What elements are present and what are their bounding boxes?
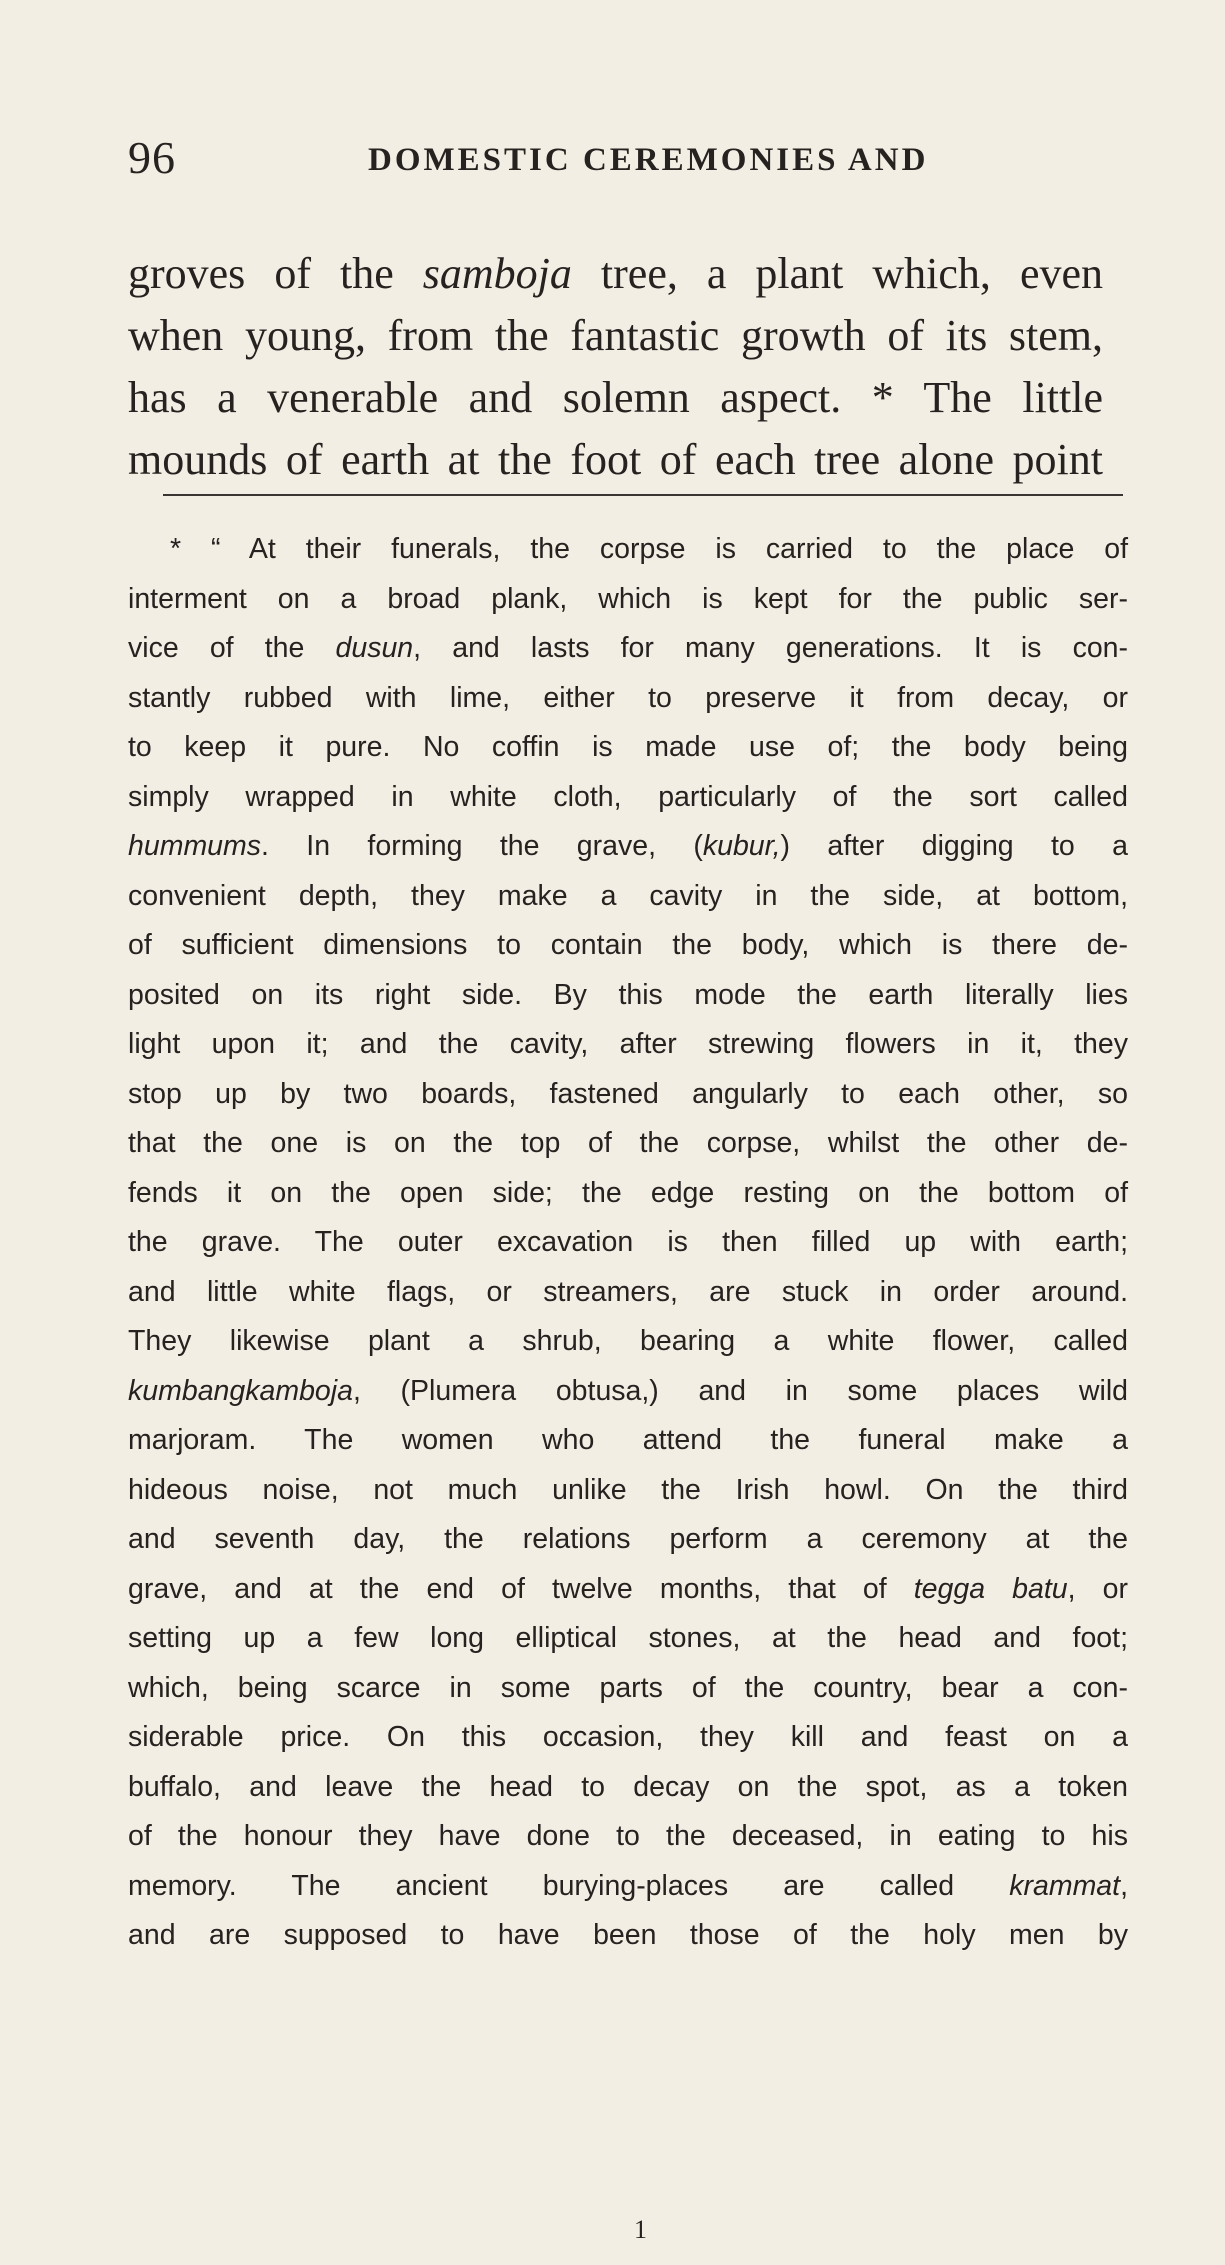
footnote-line <box>128 575 1128 625</box>
page-number: 96 <box>128 132 176 183</box>
italic-term: krammat <box>1009 1869 1121 1902</box>
text-run: and are supposed to have been those of the holy men by <box>128 1919 1128 1951</box>
italic-term: dusun <box>335 632 414 664</box>
text-run: light upon it; and the cavity, after strewing flowers in it, they <box>128 1028 1128 1060</box>
footnote-line <box>128 1268 1128 1318</box>
text-run: posited on its right side. By this mode the earth literally lies <box>128 978 1128 1011</box>
running-head: DOMESTIC CEREMONIES AND <box>368 142 929 178</box>
text-run: the grave. The outer excavation is then filled up with earth; <box>128 1226 1128 1258</box>
text-run: when young, from the fantastic growth of its stem, <box>128 311 1103 360</box>
text-run: has a venerable and solemn aspect. * The little <box>128 373 1103 422</box>
footnote-line <box>128 773 1128 823</box>
footnote-line <box>128 1614 1128 1664</box>
text-run: and seventh day, the relations perform a ceremony at the <box>128 1523 1128 1555</box>
text-run: , or <box>1067 1572 1128 1605</box>
footnote-line <box>128 1466 1128 1516</box>
text-run: hideous noise, not much unlike the Irish howl. On the third <box>128 1473 1128 1506</box>
text-run: tree, a plant which, even <box>571 249 1103 298</box>
footnote-line <box>128 822 1128 872</box>
footnote-line <box>128 674 1128 724</box>
body-line <box>128 243 1103 305</box>
footnote-line <box>128 1713 1128 1763</box>
footnote-line <box>128 1763 1128 1813</box>
italic-term: kumbangkamboja <box>128 1374 353 1407</box>
footnote-line <box>128 723 1128 773</box>
text-run: siderable price. On this occasion, they kill and feast on a <box>128 1721 1128 1753</box>
text-run: setting up a few long elliptical stones, at the head and foot; <box>128 1622 1128 1654</box>
footnote-line <box>128 1070 1128 1120</box>
footnote-line <box>128 1020 1128 1070</box>
footnote-line <box>128 1416 1128 1466</box>
text-run: ) after digging to a <box>780 830 1128 862</box>
footnote-line <box>128 1367 1128 1417</box>
footnote-rule <box>163 494 1123 496</box>
body-line <box>128 429 1103 491</box>
footnote-line <box>128 624 1128 674</box>
italic-term: samboja <box>422 249 572 298</box>
footnote-line <box>128 872 1128 922</box>
footnote-line <box>128 1664 1128 1714</box>
footnote-line <box>128 1119 1128 1169</box>
text-run: vice of the <box>128 632 336 664</box>
text-run: , <box>1120 1869 1128 1902</box>
text-run: of the honour they have done to the deceased, in eating to his <box>128 1820 1128 1852</box>
text-run: convenient depth, they make a cavity in the side, at bottom, <box>128 879 1128 912</box>
text-run: stop up by two boards, fastened angularly to each other, so <box>128 1077 1128 1110</box>
footnote-line <box>128 921 1128 971</box>
footnote-line <box>128 1218 1128 1268</box>
text-run: interment on a broad plank, which is kept for the public ser- <box>128 582 1128 615</box>
footnote-line <box>128 1911 1128 1961</box>
text-run: mounds of earth at the foot of each tree alone point <box>128 435 1103 484</box>
text-run: groves of the <box>128 249 423 298</box>
text-run: that the one is on the top of the corpse, whilst the other de- <box>128 1127 1128 1159</box>
text-run: and little white flags, or streamers, are stuck in order around. <box>128 1275 1128 1308</box>
signature-mark: 1 <box>634 2215 647 2244</box>
text-run: memory. The ancient burying-places are called <box>128 1869 1010 1902</box>
main-text <box>128 243 1103 491</box>
footnote-line <box>128 1169 1128 1219</box>
text-run: grave, and at the end of twelve months, that of <box>128 1572 914 1605</box>
text-run: to keep it pure. No coffin is made use of; the body being <box>128 731 1128 763</box>
text-run: stantly rubbed with lime, either to preserve it from decay, or <box>128 681 1128 714</box>
page-header <box>128 128 1088 188</box>
text-run: They likewise plant a shrub, bearing a white flower, called <box>128 1325 1128 1357</box>
footnote-line <box>128 525 1128 575</box>
footnote-line <box>128 1565 1128 1615</box>
text-run: which, being scarce in some parts of the country, bear a con- <box>128 1671 1128 1704</box>
italic-term: tegga batu <box>913 1572 1068 1605</box>
text-run: buffalo, and leave the head to decay on the spot, as a token <box>128 1770 1128 1803</box>
footnote-line <box>128 1812 1128 1862</box>
text-run: . In forming the grave, ( <box>261 830 703 862</box>
footnote-line <box>128 1515 1128 1565</box>
text-run: , and lasts for many generations. It is con- <box>413 632 1129 664</box>
italic-term: hummums <box>128 830 262 862</box>
text-run: * “ At their funerals, the corpse is carried to the place of <box>170 533 1128 565</box>
italic-term: kubur, <box>702 830 781 862</box>
body-line <box>128 367 1103 429</box>
footnote <box>128 525 1128 1961</box>
body-line <box>128 305 1103 367</box>
text-run: marjoram. The women who attend the funeral make a <box>128 1424 1128 1456</box>
text-run: of sufficient dimensions to contain the body, which is there de- <box>128 929 1128 961</box>
text-run: simply wrapped in white cloth, particularly of the sort called <box>128 780 1128 813</box>
text-run: , (Plumera obtusa,) and in some places wild <box>352 1374 1128 1407</box>
footnote-line <box>128 971 1128 1021</box>
footnote-line <box>128 1862 1128 1912</box>
text-run: fends it on the open side; the edge resting on the bottom of <box>128 1176 1128 1209</box>
footnote-line <box>128 1317 1128 1367</box>
